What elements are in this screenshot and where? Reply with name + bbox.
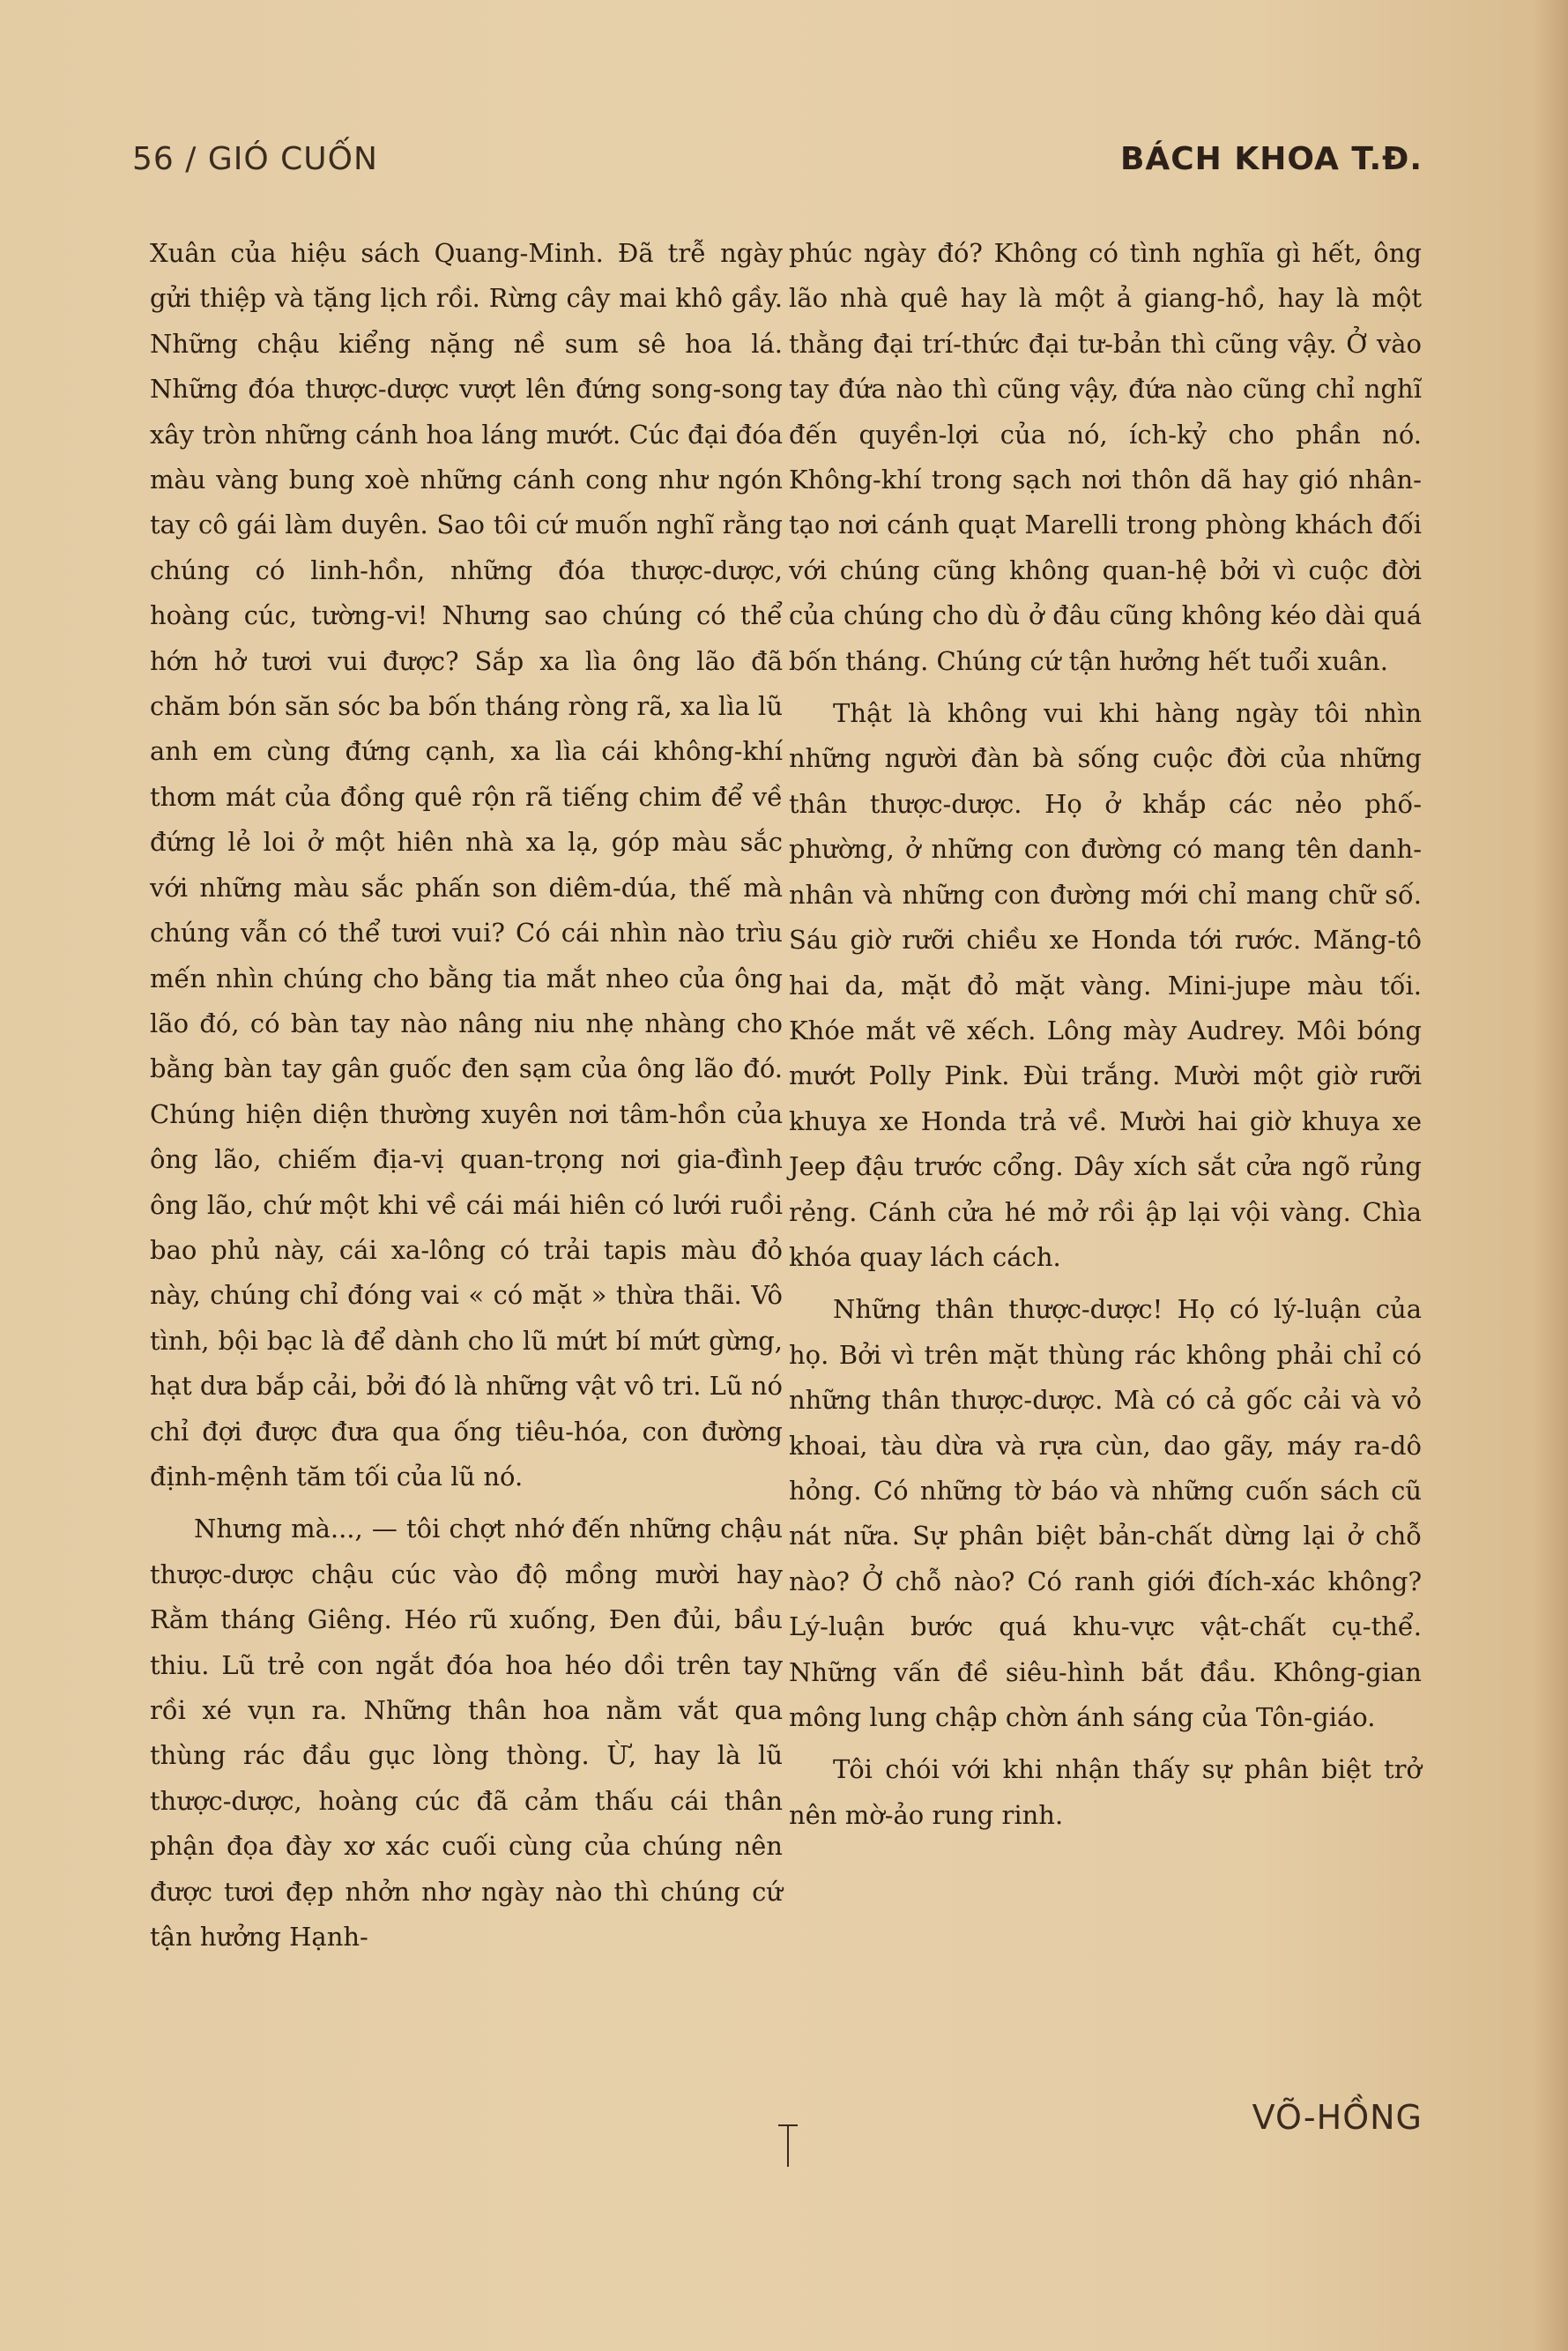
magazine-name: BÁCH KHOA T.Đ. bbox=[1119, 141, 1423, 177]
page-number-and-title: 56 / GIÓ CUỐN bbox=[132, 141, 378, 177]
paragraph: Xuân của hiệu sách Quang-Minh. Đã trễ ngày gửi thiệp và tặng lịch rồi. Rừng cây mai khô gầy. Những chậu kiểng nặng nề sum sê hoa lá. Những đóa thược-dược vượt lên đứng song-song xây tròn những cánh hoa láng mướt. Cúc đại đóa màu vàng bung xoè những cánh cong như ngón tay cô gái làm duyên. Sao tôi cứ muốn nghĩ rằng chúng có linh-hồn, những đóa thược-dược, hoàng cúc, tường-vi! Nhưng sao chúng có thể hớn hở tươi vui được? Sắp xa lìa ông lão đã chăm bón săn sóc ba bốn tháng ròng rã, xa lìa lũ anh em cùng đứng cạnh, xa lìa cái không-khí thơm mát của đồng quê rộn rã tiếng chim để về đứng lẻ loi ở một hiên nhà xa lạ, góp màu sắc với những màu sắc phấn son diêm-dúa, thế mà chúng vẫn có thể tươi vui? Có cái nhìn nào trìu mến nhìn chúng cho bằng tia mắt nheo của ông lão đó, có bàn tay nào nâng niu nhẹ nhàng cho bằng bàn tay gân guốc đen sạm của ông lão đó. Chúng hiện diện thường xuyên nơi tâm-hồn của ông lão, chiếm địa-vị quan-trọng nơi gia-đình ông lão, chứ một khi về cái mái hiên có lưới ruồi bao phủ này, cái xa-lông có trải tapis màu đỏ này, chúng chỉ đóng vai « có mặt » thừa thãi. Vô tình, bội bạc là để dành cho lũ mứt bí mứt gừng, hạt dưa bắp cải, bởi đó là những vật vô tri. Lũ nó chỉ đợi được đưa qua ống tiêu-hóa, con đường định-mệnh tăm tối của lũ nó. bbox=[150, 238, 783, 1492]
left-column bbox=[150, 231, 783, 1960]
paragraph: Thật là không vui khi hàng ngày tôi nhìn những người đàn bà sống cuộc đời của những thân thược-dược. Họ ở khắp các nẻo phố-phường, ở những con đường có mang tên danh-nhân và những con đường mới chỉ mang chữ số. Sáu giờ rưỡi chiều xe Honda tới rước. Măng-tô hai da, mặt đỏ mặt vàng. Mini-jupe màu tối. Khóe mắt vẽ xếch. Lông mày Audrey. Môi bóng mướt Polly Pink. Đùi trắng. Mười một giờ rưỡi khuya xe Honda trả về. Mười hai giờ khuya xe Jeep đậu trước cổng. Dây xích sắt cửa ngõ rủng rẻng. Cánh cửa hé mở rồi ập lại vội vàng. Chìa khóa quay lách cách. bbox=[789, 698, 1422, 1272]
paragraph: Tôi chói với khi nhận thấy sự phân biệt trở nên mờ-ảo rung rinh. bbox=[789, 1754, 1422, 1830]
paragraph: Những thân thược-dược! Họ có lý-luận của họ. Bởi vì trên mặt thùng rác không phải chỉ có những thân thược-dược. Mà có cả gốc cải và vỏ khoai, tàu dừa và rựa cùn, dao gãy, máy ra-dô hỏng. Có những tờ báo và những cuốn sách cũ nát nữa. Sự phân biệt bản-chất dừng lại ở chỗ nào? Ở chỗ nào? Có ranh giới đích-xác không? Lý-luận bước quá khu-vực vật-chất cụ-thể. Những vấn đề siêu-hình bắt đầu. Không-gian mông lung chập chờn ánh sáng của Tôn-giáo. bbox=[789, 1294, 1422, 1732]
column-end-mark bbox=[787, 2124, 789, 2167]
right-column bbox=[789, 231, 1422, 1838]
paragraph: phúc ngày đó? Không có tình nghĩa gì hết, ông lão nhà quê hay là một ả giang-hồ, hay là một thằng đại trí-thức đại tư-bản thì cũng vậy. Ở vào tay đứa nào thì cũng vậy, đứa nào cũng chỉ nghĩ đến quyền-lợi của nó, ích-kỷ cho phần nó. Không-khí trong sạch nơi thôn dã hay gió nhân-tạo nơi cánh quạt Marelli trong phòng khách đối với chúng cũng không quan-hệ bởi vì cuộc đời của chúng cho dù ở đâu cũng không kéo dài quá bốn tháng. Chúng cứ tận hưởng hết tuổi xuân. bbox=[789, 238, 1422, 676]
page-header bbox=[132, 141, 1423, 194]
paragraph: Nhưng mà..., — tôi chợt nhớ đến những chậu thược-dược chậu cúc vào độ mồng mười hay Rằm tháng Giêng. Héo rũ xuống, Đen đủi, bầu thiu. Lũ trẻ con ngắt đóa hoa héo dồi trên tay rồi xé vụn ra. Những thân hoa nằm vắt qua thùng rác đầu gục lòng thòng. Ừ, hay là lũ thược-dược, hoàng cúc đã cảm thấu cái thân phận đọa đày xơ xác cuối cùng của chúng nên được tươi đẹp nhởn nhơ ngày nào thì chúng cứ tận hưởng Hạnh- bbox=[150, 1514, 783, 1953]
author-signature: VÕ-HỒNG bbox=[1252, 2098, 1423, 2137]
